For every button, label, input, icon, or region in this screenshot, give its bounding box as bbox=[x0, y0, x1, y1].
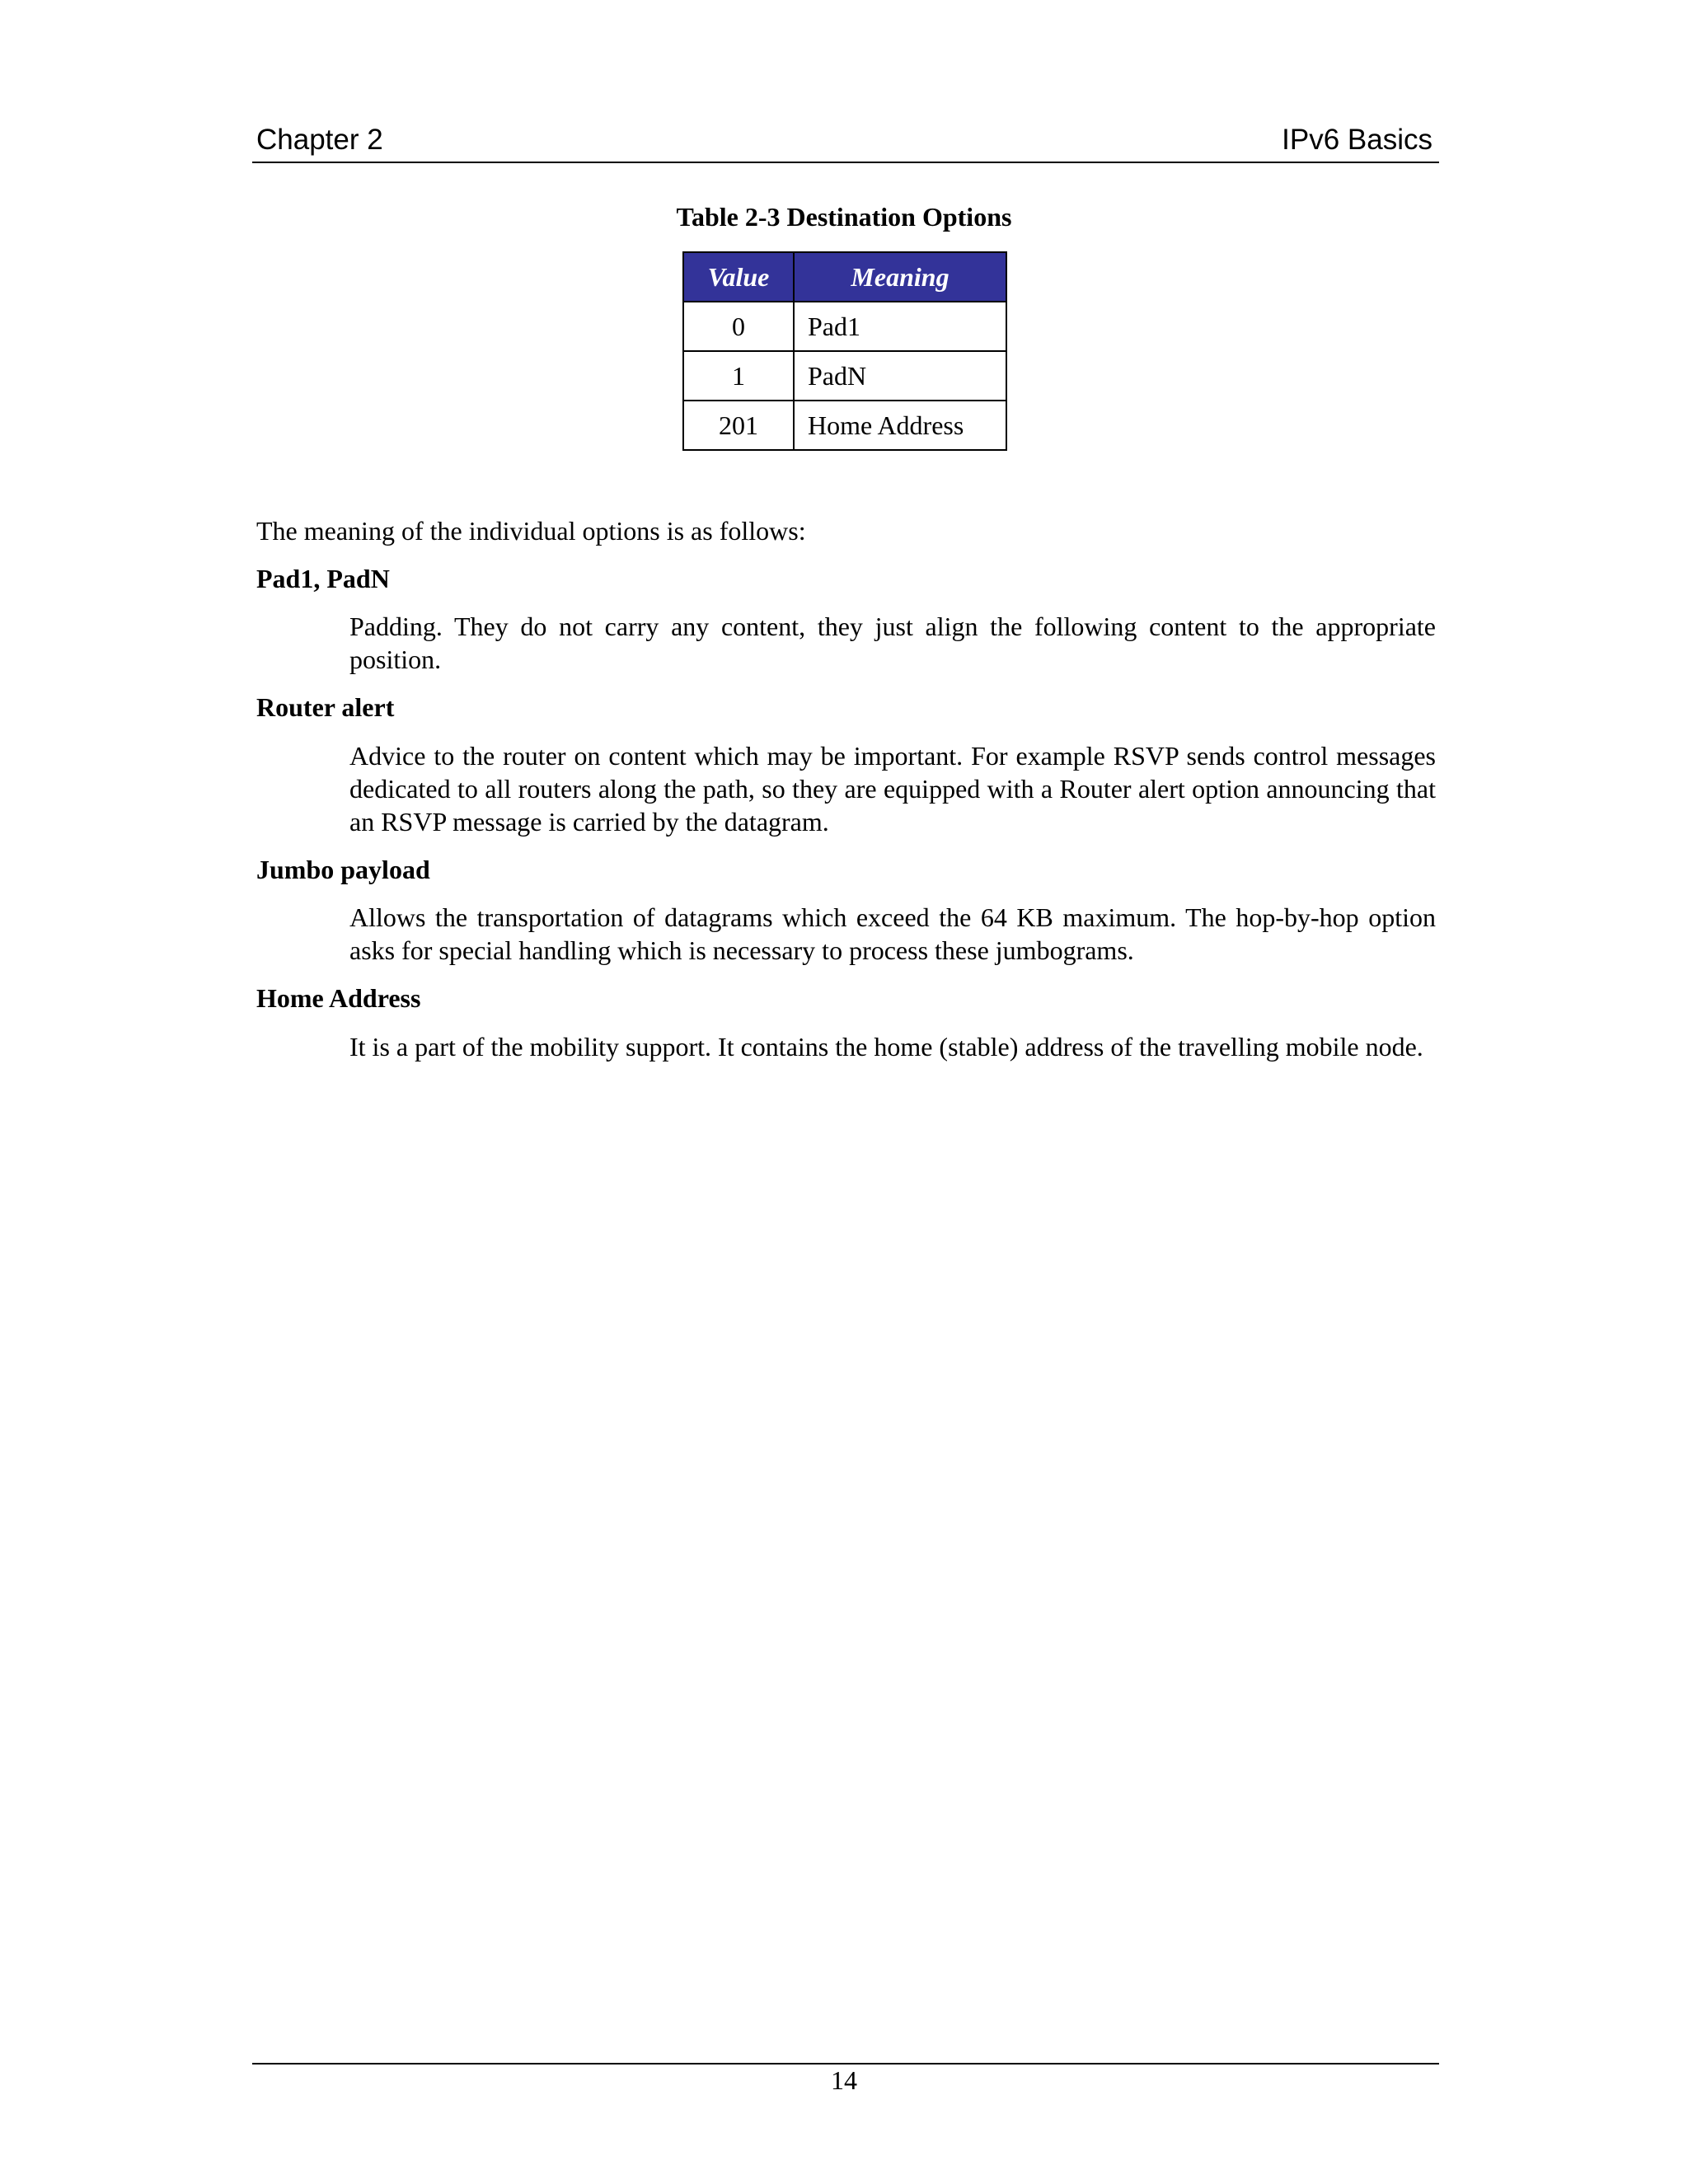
cell-meaning: Home Address bbox=[794, 401, 1006, 450]
table-header-row bbox=[683, 252, 1006, 302]
footer-rule bbox=[252, 2063, 1439, 2064]
definition-jumbo-payload: Allows the transportation of datagrams which exceed the 64 KB maximum. The hop-by-hop option asks for special handling which is necessary to process these jumbograms. bbox=[349, 902, 1436, 965]
chapter-label: Chapter 2 bbox=[256, 124, 383, 156]
column-header-meaning: Meaning bbox=[794, 252, 1006, 302]
term-jumbo-payload: Jumbo payload bbox=[256, 855, 430, 884]
definition-router-alert: Advice to the router on content which may be important. For example RSVP sends control messages dedicated to all routers along the path, so they are equipped with a Router alert option announcing that an RSVP message is carried by the datagram. bbox=[349, 741, 1436, 837]
term-home-address: Home Address bbox=[256, 983, 421, 1013]
cell-value: 201 bbox=[683, 401, 794, 450]
cell-meaning: PadN bbox=[794, 351, 1006, 401]
definition-pad1-padn: Padding. They do not carry any content, they just align the following content to the appropriate position. bbox=[349, 612, 1436, 674]
cell-meaning: Pad1 bbox=[794, 302, 1006, 351]
term-router-alert: Router alert bbox=[256, 692, 395, 722]
definition-home-address: It is a part of the mobility support. It contains the home (stable) address of the travelling mobile node. bbox=[349, 1032, 1423, 1062]
table-row bbox=[683, 302, 1006, 351]
table-caption: Table 2-3 Destination Options bbox=[676, 202, 1012, 232]
intro-paragraph: The meaning of the individual options is as follows: bbox=[256, 516, 806, 546]
page-number: 14 bbox=[831, 2065, 857, 2095]
section-title: IPv6 Basics bbox=[1282, 124, 1432, 156]
destination-options-table bbox=[682, 251, 1007, 451]
table-row bbox=[683, 401, 1006, 450]
column-header-value: Value bbox=[683, 252, 794, 302]
cell-value: 0 bbox=[683, 302, 794, 351]
cell-value: 1 bbox=[683, 351, 794, 401]
term-pad1-padn: Pad1, PadN bbox=[256, 564, 390, 593]
running-header bbox=[252, 124, 1439, 163]
table-row bbox=[683, 351, 1006, 401]
